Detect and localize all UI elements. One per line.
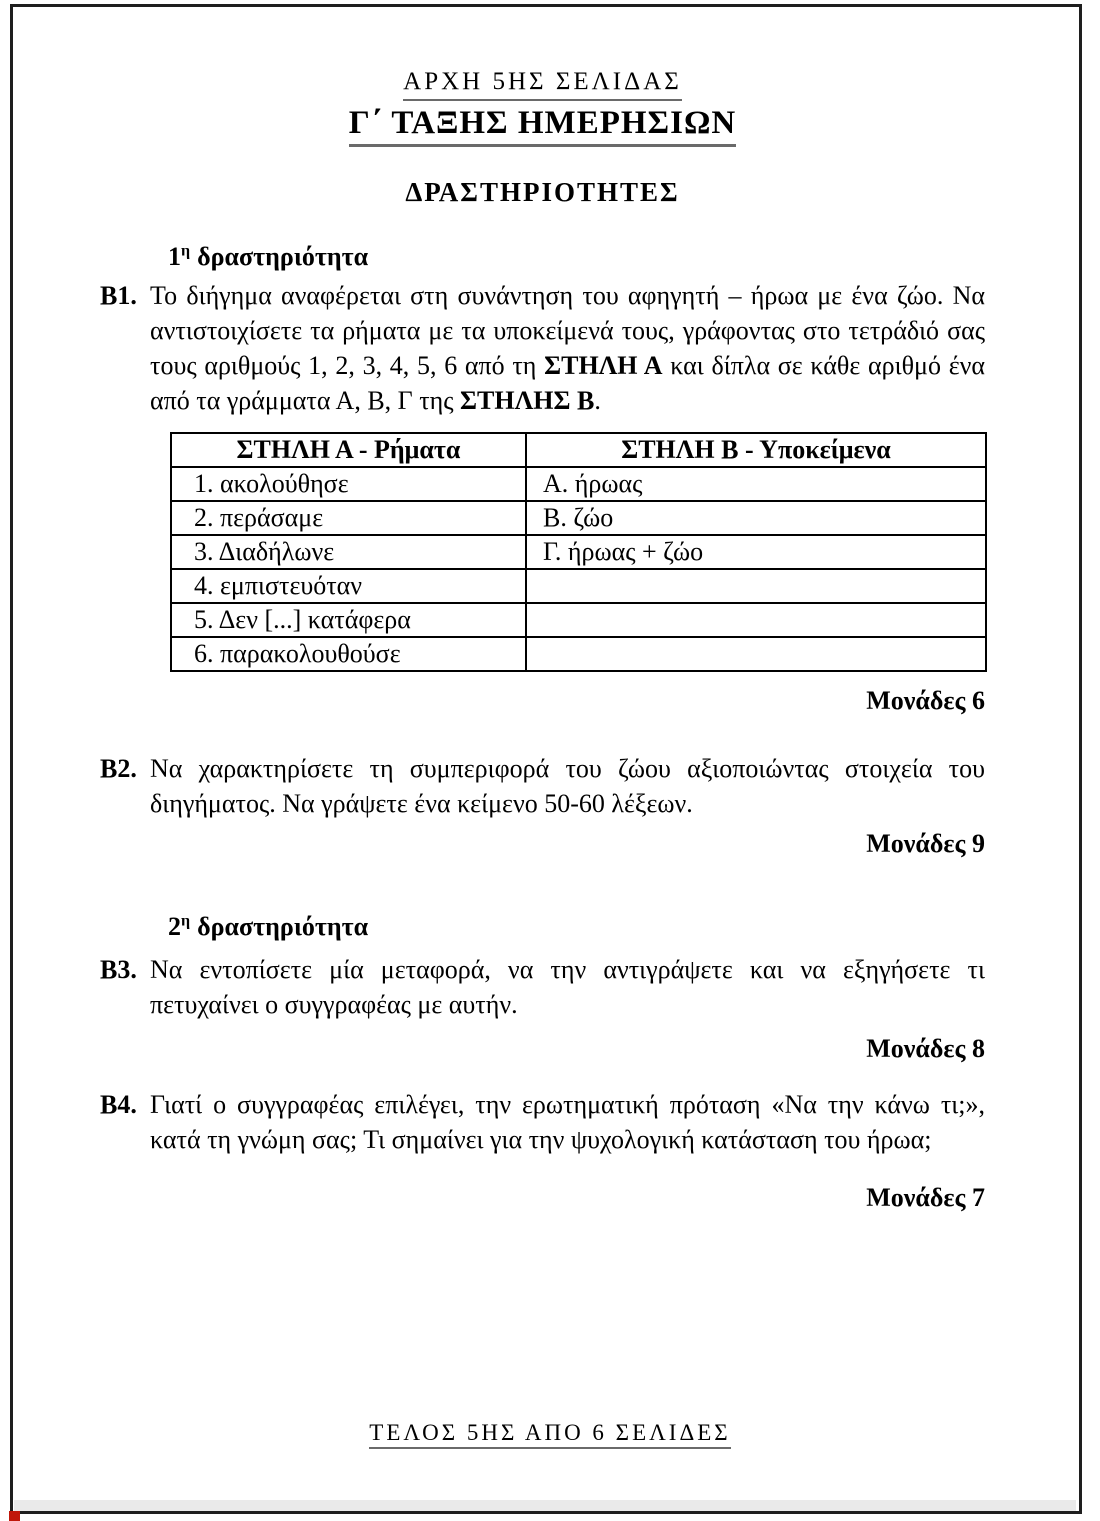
question-b3-label: Β3. [100,955,137,984]
table-cell-a6: 6. παρακολουθούσε [171,637,526,671]
question-b1-bold2: ΣΤΗΛΗΣ Β [460,386,595,415]
marks-b3: Μονάδες 8 [866,1034,985,1063]
table-cell-b4 [526,569,986,603]
table-cell-b6 [526,637,986,671]
page-header-line1 [100,66,985,101]
activity2-ordinal: η [181,912,191,930]
page-header-line1-text: ΑΡΧΗ 5ΗΣ ΣΕΛΙΔΑΣ [403,66,682,101]
question-b1-part3: . [594,386,601,415]
table-cell-b5 [526,603,986,637]
table-cell-b1: Α. ήρωας [526,467,986,501]
table-cell-b3: Γ. ήρωας + ζώο [526,535,986,569]
table-cell-a3: 3. Διαδήλωνε [171,535,526,569]
question-b1 [100,278,985,418]
activity1-heading [168,242,985,272]
table-cell-a5: 5. Δεν [...] κατάφερα [171,603,526,637]
question-b3-text: Να εντοπίσετε μία μεταφορά, να την αντιγράψετε και να εξηγήσετε τι πετυχαίνει ο συγγραφέας με αυτήν. [150,955,985,1019]
marks-b2: Μονάδες 9 [866,829,985,858]
table-row [171,569,986,603]
page-footer-text: ΤΕΛΟΣ 5ΗΣ ΑΠΟ 6 ΣΕΛΙΔΕΣ [369,1420,730,1449]
table-row [171,535,986,569]
activity1-label: δραστηριότητα [197,242,369,271]
page-header-line2-text: Γ΄ ΤΑΞΗΣ ΗΜΕΡΗΣΙΩΝ [349,103,736,147]
section-title: ΔΡΑΣΤΗΡΙΟΤΗΤΕΣ [405,177,680,207]
scan-shadow [14,1500,1076,1511]
table-row [171,467,986,501]
table-cell-a1: 1. ακολούθησε [171,467,526,501]
activity1-ordinal: η [181,242,191,260]
question-b2-label: Β2. [100,754,137,783]
question-b2 [100,751,985,821]
table-row [171,501,986,535]
question-b4-text: Γιατί ο συγγραφέας επιλέγει, την ερωτηματική πρόταση «Να την κάνω τι;», κατά τη γνώμη σας; Τι σημαίνει για την ψυχολογική κατάσταση του ήρωα; [150,1090,985,1154]
table-header-row [171,433,986,467]
page-footer [0,1420,1100,1449]
question-b1-label: Β1. [100,281,137,310]
question-b4-label: Β4. [100,1090,137,1119]
matching-table [170,432,987,672]
activity2-number: 2 [168,912,181,941]
page-content [100,66,985,1214]
activity2-heading [168,912,985,942]
marks-b1: Μονάδες 6 [866,686,985,715]
table-row [171,637,986,671]
question-b2-text: Να χαρακτηρίσετε τη συμπεριφορά του ζώου αξιοποιώντας στοιχεία του διηγήματος. Να γράψετε ένα κείμενο 50-60 λέξεων. [150,754,985,818]
scan-artifact-red-mark [9,1511,20,1521]
table-row [171,603,986,637]
page-header-line2 [100,103,985,147]
question-b1-text [150,278,985,418]
table-cell-a2: 2. περάσαμε [171,501,526,535]
question-b1-part1: Το διήγημα αναφέρεται στη συνάντηση του αφηγητή – ήρωα με ένα ζώο. Να αντιστοιχίσετε τα ρήματα με τα υποκείμενά τους, γράφοντας στο τετράδιό σας τους αριθμούς 1, 2, 3, 4, 5, 6 από τη [150,281,985,380]
question-b1-part2: και δίπλα σε κάθε αριθμό ένα από τα γράμματα Α, Β, Γ της [150,351,985,415]
column-a-header: ΣΤΗΛΗ Α - Ρήματα [171,433,526,467]
activity2-label: δραστηριότητα [197,912,369,941]
marks-b4: Μονάδες 7 [866,1183,985,1212]
question-b1-bold1: ΣΤΗΛΗ Α [544,351,663,380]
table-cell-a4: 4. εμπιστευόταν [171,569,526,603]
table-cell-b2: Β. ζώο [526,501,986,535]
question-b3 [100,952,985,1022]
column-b-header: ΣΤΗΛΗ Β - Υποκείμενα [526,433,986,467]
activity1-number: 1 [168,242,181,271]
question-b4 [100,1087,985,1157]
